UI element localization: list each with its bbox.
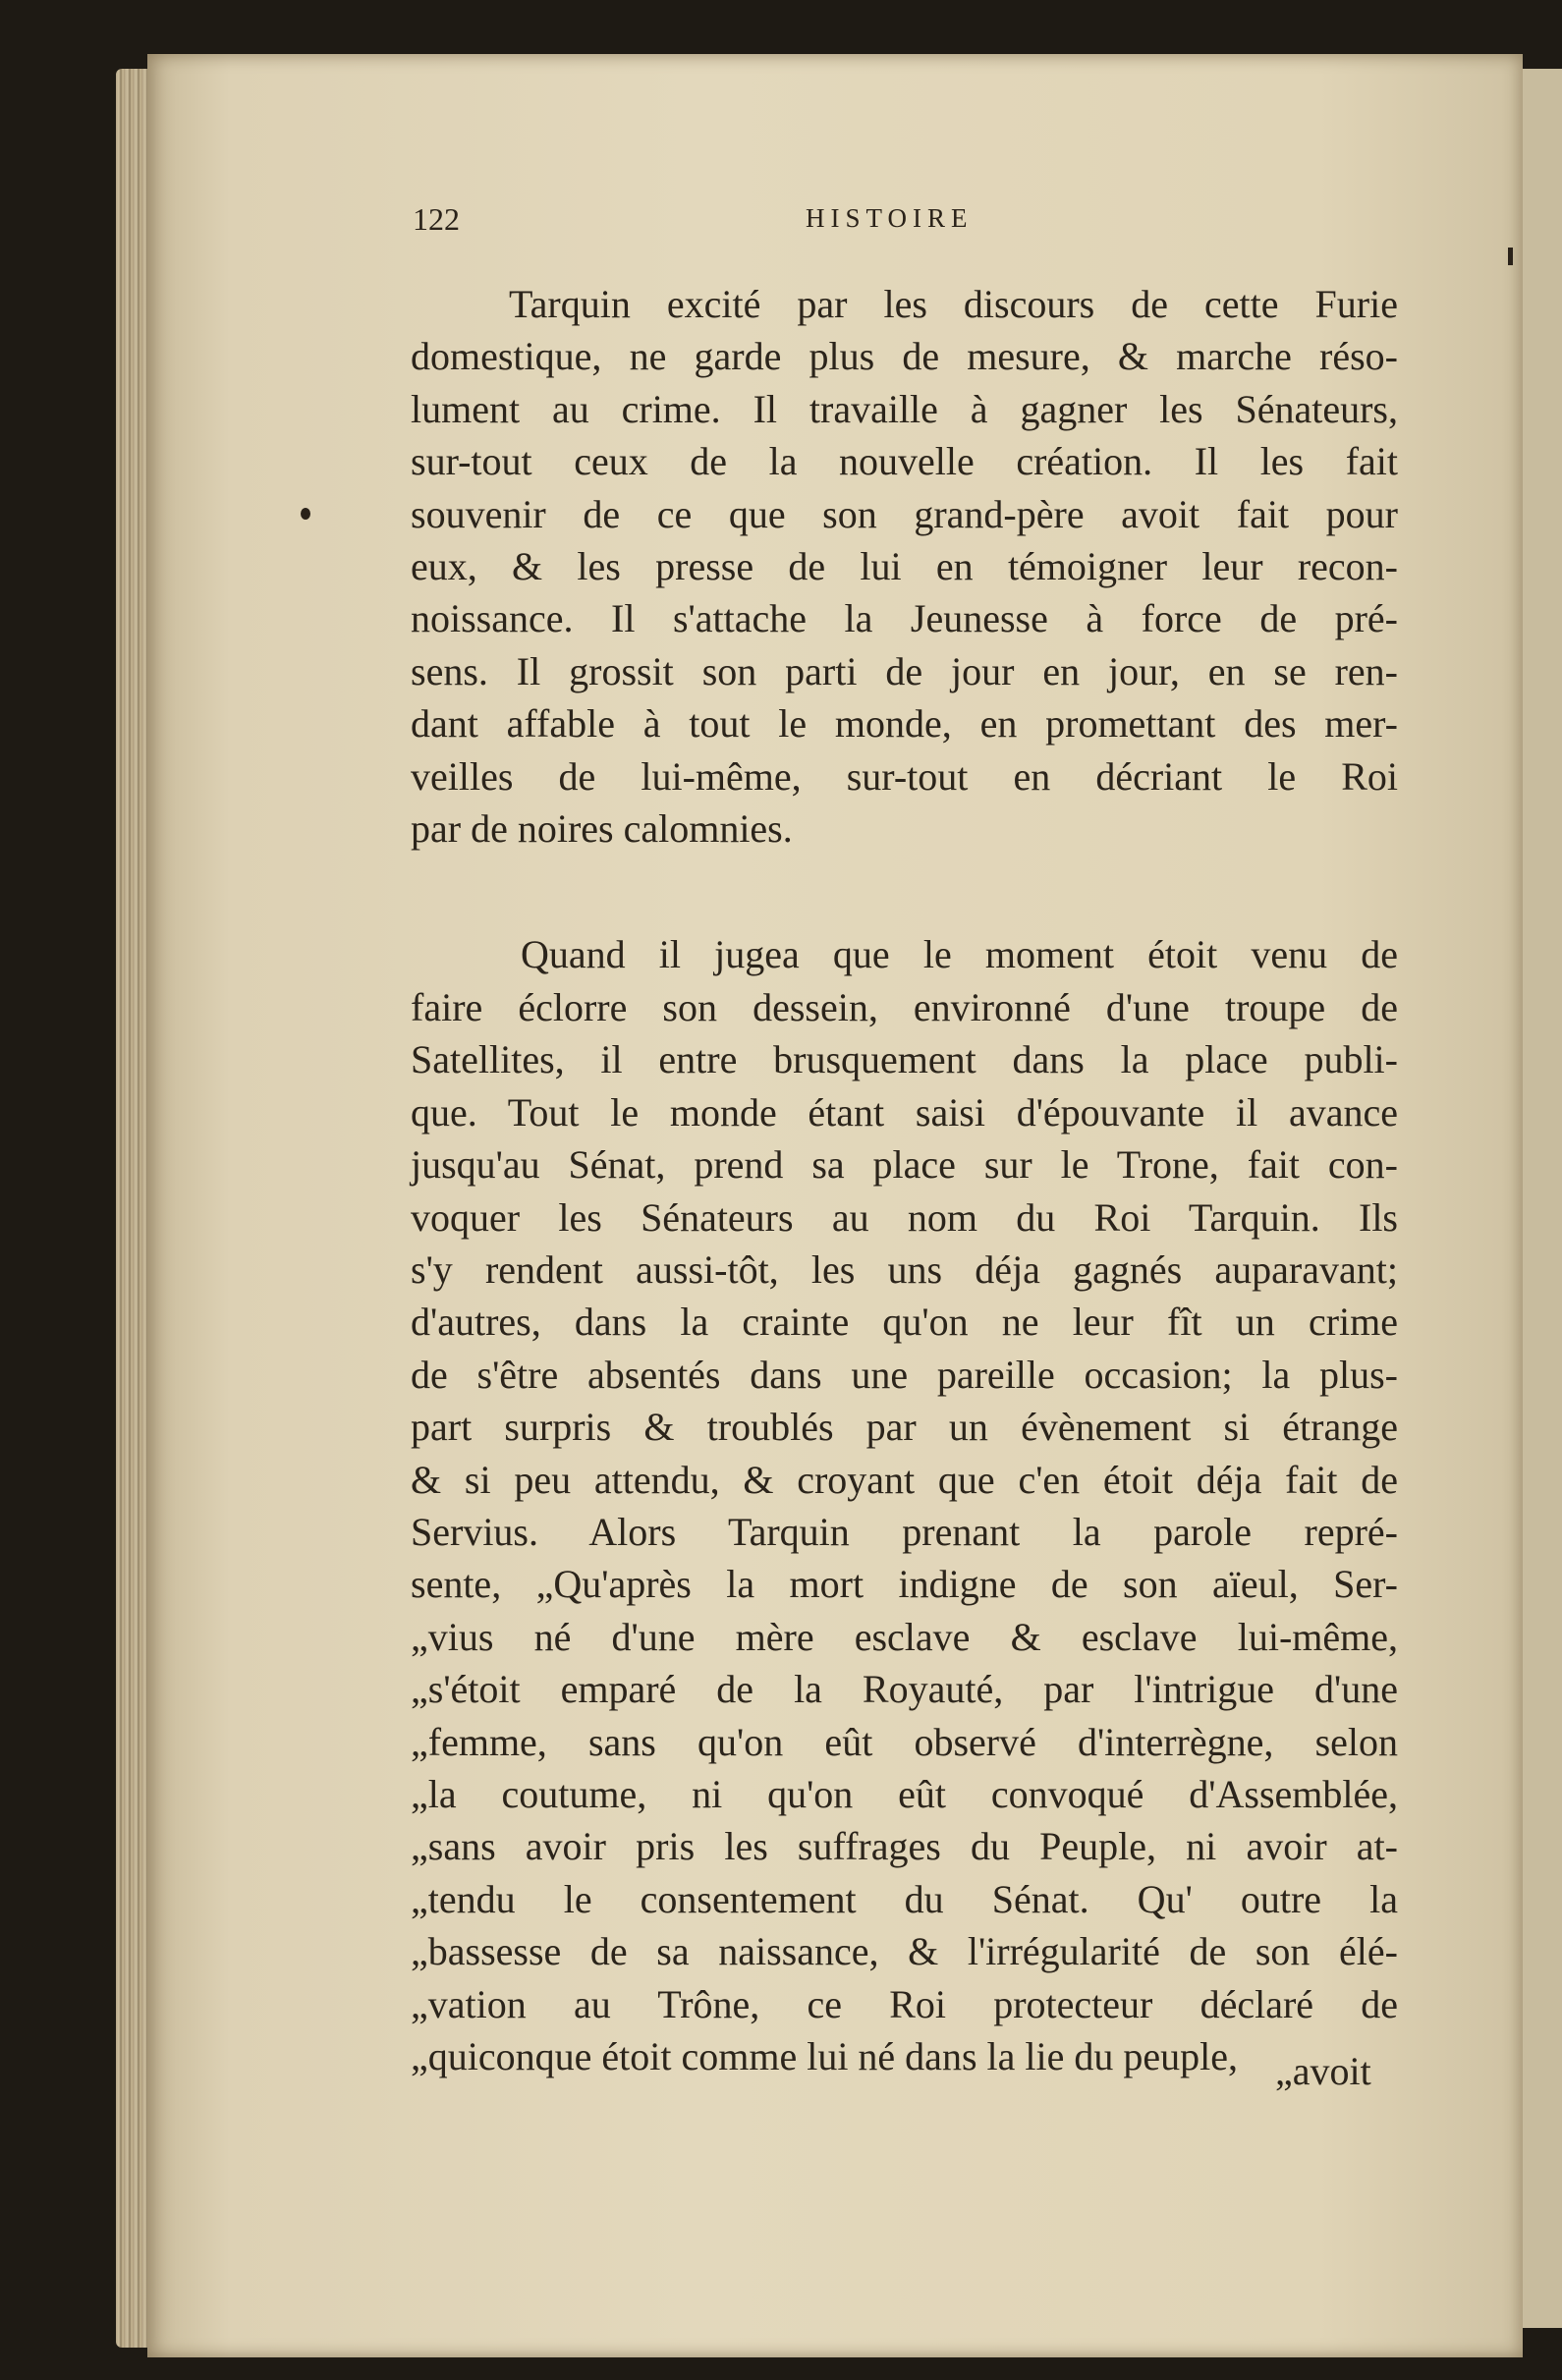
catchword: „avoit [1275,2049,1371,2093]
text-line: „quiconque étoit comme lui né dans la lie du peuple, [411,2034,1238,2078]
text-line: que. Tout le monde étant saisi d'épouvante il avance [411,1089,1398,1135]
text-line: „vation au Trône, ce Roi protecteur déclaré de [411,1981,1398,2026]
text-line: Satellites, il entre brusquement dans la place publi- [411,1037,1398,1082]
paragraph-gap [411,855,1398,928]
facing-page-edge [1521,69,1562,2328]
page-number: 122 [413,201,460,237]
margin-mark [1508,248,1513,265]
text-line: sens. Il grossit son parti de jour en jour, en se ren- [411,648,1398,693]
paragraph-2 [411,928,1398,2082]
text-line: d'autres, dans la crainte qu'on ne leur fît un crime [411,1300,1398,1345]
ink-dot [301,508,310,520]
text-line: de s'être absentés dans une pareille occasion; la plus- [411,1352,1398,1397]
text-line: noissance. Il s'attache la Jeunesse à force de pré- [411,596,1398,641]
text-line: sente, „Qu'après la mort indigne de son aïeul, Ser- [411,1562,1398,1607]
text-line: jusqu'au Sénat, prend sa place sur le Trone, fait con- [411,1142,1398,1188]
text-line: dant affable à tout le monde, en promettant des mer- [411,701,1398,747]
text-line: domestique, ne garde plus de mesure, & marche réso- [411,334,1398,379]
text-line: „tendu le consentement du Sénat. Qu' outre la [411,1876,1398,1921]
body-text [411,278,1398,2082]
text-line: Quand il jugea que le moment étoit venu de [521,932,1398,977]
page-header [413,201,1415,241]
text-line: „la coutume, ni qu'on eût convoqué d'Assemblée, [411,1771,1398,1816]
text-line: „sans avoir pris les suffrages du Peuple, ni avoir at- [411,1824,1398,1869]
running-head: HISTOIRE [806,203,974,233]
text-line: voquer les Sénateurs au nom du Roi Tarquin. Ils [411,1194,1398,1240]
text-line: s'y rendent aussi-tôt, les uns déja gagnés auparavant; [411,1246,1398,1292]
paragraph-1 [411,278,1398,855]
text-line: „s'étoit emparé de la Royauté, par l'intrigue d'une [411,1667,1398,1712]
text-line: part surpris & troublés par un évènement si étrange [411,1405,1398,1450]
text-line: sur-tout ceux de la nouvelle création. Il les fait [411,439,1398,484]
text-line: veilles de lui-même, sur-tout en décriant le Roi [411,753,1398,799]
text-line: eux, & les presse de lui en témoigner leur recon- [411,544,1398,589]
text-line: „vius né d'une mère esclave & esclave lui-même, [411,1614,1398,1659]
text-line: „bassesse de sa naissance, & l'irrégularité de son élé- [411,1929,1398,1974]
text-line: souvenir de ce que son grand-père avoit fait pour [411,491,1398,536]
text-line: faire éclorre son dessein, environné d'une troupe de [411,984,1398,1029]
text-line: & si peu attendu, & croyant que c'en étoit déja fait de [411,1457,1398,1502]
text-line: lument au crime. Il travaille à gagner les Sénateurs, [411,386,1398,431]
text-line: Servius. Alors Tarquin prenant la parole repré- [411,1509,1398,1554]
text-line: „femme, sans qu'on eût observé d'interrègne, selon [411,1719,1398,1764]
text-line: Tarquin excité par les discours de cette Furie [509,282,1398,326]
text-line: par de noires calomnies. [411,806,793,852]
